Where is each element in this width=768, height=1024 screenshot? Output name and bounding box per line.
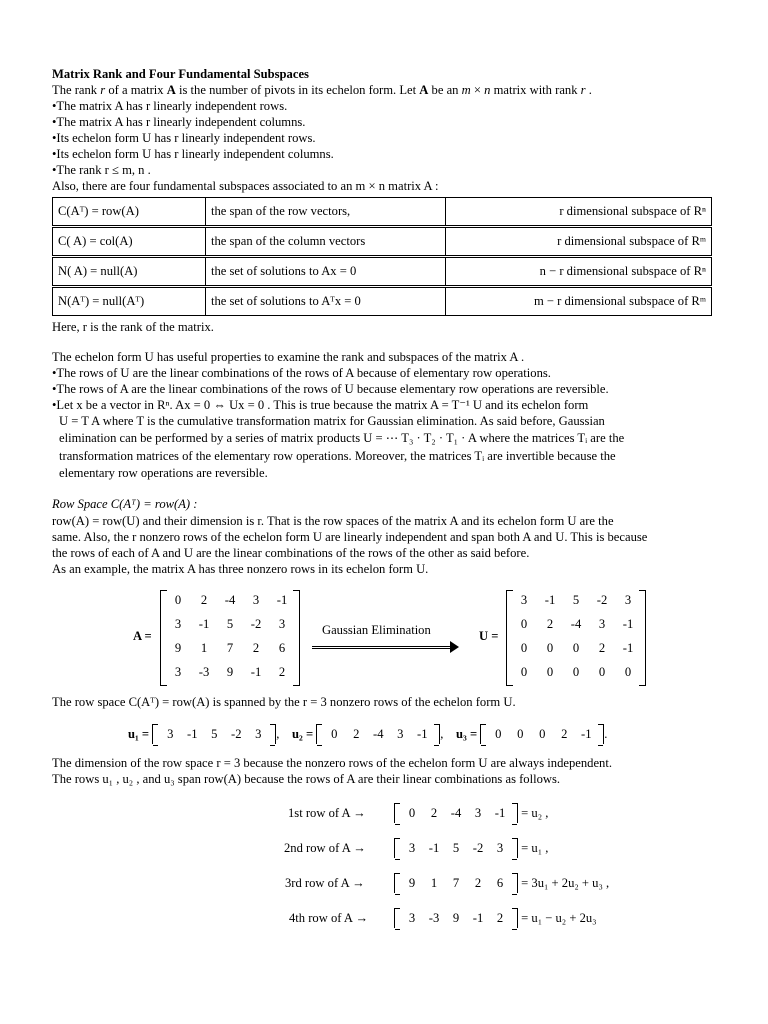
- combo-vector: [394, 908, 518, 928]
- matrix-cell: -1: [622, 617, 634, 631]
- row-space-heading: Row Space C(Aᵀ) = row(A) :: [52, 497, 198, 511]
- matrix-a: [160, 590, 300, 686]
- bullet-3: •Its echelon form U has r linearly independent rows.: [52, 131, 316, 145]
- combo-label: 3rd row of A →: [285, 876, 365, 890]
- subspace-name: C( A) = col(A): [53, 227, 206, 257]
- echelon-lead: The echelon form U has useful properties to examine the rank and subspaces of the matrix A .: [52, 350, 525, 364]
- matrix-cell: 9: [174, 641, 182, 655]
- matrix-cell: 3: [278, 617, 286, 631]
- vector-entry: 3: [397, 727, 404, 741]
- text: ,: [276, 727, 280, 741]
- combo-row-1: [288, 803, 548, 823]
- subspaces-table: [52, 197, 712, 316]
- matrix-cell: 0: [520, 617, 528, 631]
- page-title: Matrix Rank and Four Fundamental Subspaces: [52, 67, 309, 81]
- echelon-bullet-3-cont: U = T A where T is the cumulative transformation matrix for Gaussian elimination. As said before, Gaussian: [59, 414, 605, 428]
- echelon-bullet-3-cont: elimination can be performed by a series of matrix products U = ⋯ T₃ · T₂ · T₁ · A where the matrices Tᵢ are the: [59, 431, 625, 445]
- matrix-cell: 5: [572, 593, 580, 607]
- u-vectors: [128, 724, 607, 744]
- matrix-a-label: A =: [133, 629, 152, 643]
- combo-row-4: [289, 908, 597, 928]
- vector-entry: 3: [408, 841, 416, 855]
- vector-entry: -1: [417, 727, 428, 741]
- bullet-4: •Its echelon form U has r linearly independent columns.: [52, 147, 334, 161]
- vector-entry: 3: [255, 727, 262, 741]
- bullet-1: •The matrix A has r linearly independent rows.: [52, 99, 288, 113]
- table-row: [53, 227, 712, 257]
- matrix-cell: 1: [200, 641, 208, 655]
- matrix-cell: -1: [276, 593, 288, 607]
- subspaces-intro: Also, there are four fundamental subspaces associated to an m × n matrix A :: [52, 179, 439, 193]
- matrix-cell: -1: [250, 665, 262, 679]
- matrix-cell: -4: [570, 617, 582, 631]
- matrix-u: [506, 590, 646, 686]
- matrix-cell: 3: [624, 593, 632, 607]
- subspace-name: N(Aᵀ) = null(Aᵀ): [53, 287, 206, 316]
- matrix-cell: 3: [252, 593, 260, 607]
- combo-label: 1st row of A →: [288, 806, 366, 820]
- echelon-bullet-1: •The rows of U are the linear combinations of the rows of A because of elementary row operations.: [52, 366, 551, 380]
- vector-entry: 2: [561, 727, 568, 741]
- arrow-shaft: [312, 646, 452, 649]
- matrix-cell: 3: [520, 593, 528, 607]
- vector-entry: 0: [331, 727, 338, 741]
- bullet-2: •The matrix A has r linearly independent columns.: [52, 115, 306, 129]
- vector-entry: 2: [353, 727, 360, 741]
- dimension-line-2: The rows u₁ , u₂ , and u₃ span row(A) because the rows of A are their linear combinations as follows.: [52, 772, 561, 786]
- combo-row-3: [285, 873, 609, 893]
- vector-entry: -4: [450, 806, 462, 820]
- matrix-cell: 0: [572, 641, 580, 655]
- matrix-cell: 0: [598, 665, 606, 679]
- text: The rows of A are the linear combinations of the rows of U because elementary row operations are reversible.: [56, 382, 609, 396]
- matrix-cell: 5: [226, 617, 234, 631]
- vector-entry: 3: [167, 727, 174, 741]
- combo-rhs: = 3u₁ + 2u₂ + u₃ ,: [521, 876, 610, 890]
- row-space-para: row(A) = row(U) and their dimension is r. That is the row spaces of the matrix A and its echelon form U are the: [52, 514, 614, 528]
- text: The rows of U are the linear combinations of the rows of A because of elementary row operations.: [56, 366, 551, 380]
- matrix-cell: -1: [198, 617, 210, 631]
- rank-definition: The rank r of a matrix A is the number of pivots in its echelon form. Let A be an m × n matrix with rank r .: [52, 83, 592, 97]
- matrix-cell: 2: [200, 593, 208, 607]
- combo-label: 4th row of A →: [289, 911, 369, 925]
- subspace-desc: the span of the column vectors: [206, 227, 446, 257]
- combo-label: 2nd row of A →: [284, 841, 366, 855]
- matrix-cell: 0: [546, 665, 554, 679]
- echelon-bullet-3: •Let x be a vector in Rⁿ. Ax = 0 ⇔ Ux = 0 . This is true because the matrix A = T⁻¹ U and its echelon form: [52, 398, 589, 412]
- subspace-desc: the set of solutions to Aᵀx = 0: [206, 287, 446, 316]
- vector-entry: 0: [408, 806, 416, 820]
- gaussian-elimination-label: Gaussian Elimination: [322, 623, 431, 637]
- matrix-cell: 3: [598, 617, 606, 631]
- matrix-cell: 0: [174, 593, 182, 607]
- text: Its echelon form U has r linearly independent columns.: [56, 147, 334, 161]
- text: matrix with rank: [490, 83, 581, 97]
- vector-entry: 2: [430, 806, 438, 820]
- vector-entry: 0: [517, 727, 524, 741]
- matrix-cell: -2: [596, 593, 608, 607]
- vector-entry: 3: [496, 841, 504, 855]
- text: The matrix A has r linearly independent columns.: [56, 115, 306, 129]
- rank-note: Here, r is the rank of the matrix.: [52, 320, 214, 334]
- combo-rhs: = u₁ − u₂ + 2u₃: [521, 911, 597, 925]
- vector-entry: 6: [496, 876, 504, 890]
- text: Let x be a vector in Rⁿ. Ax = 0 ⇔ Ux = 0 . This is true because the matrix A = T⁻¹ U and its echelon form: [56, 398, 589, 412]
- vector-entry: 9: [452, 911, 460, 925]
- subspace-dim: m − r dimensional subspace of Rᵐ: [446, 287, 712, 316]
- vector-entry: -1: [472, 911, 484, 925]
- subspace-name: N( A) = null(A): [53, 257, 206, 287]
- subspace-desc: the set of solutions to Ax = 0: [206, 257, 446, 287]
- row-space-para: the rows of each of A and U are the linear combinations of the rows of the other as said before.: [52, 546, 530, 560]
- matrix-cell: -4: [224, 593, 236, 607]
- subspace-dim: n − r dimensional subspace of Rⁿ: [446, 257, 712, 287]
- combo-vector: [394, 838, 518, 858]
- text: The matrix A has r linearly independent rows.: [56, 99, 288, 113]
- dimension-line-1: The dimension of the row space r = 3 because the nonzero rows of the echelon form U are always independent.: [52, 756, 612, 770]
- subspace-desc: the span of the row vectors,: [206, 198, 446, 227]
- echelon-bullet-2: •The rows of A are the linear combinations of the rows of U because elementary row operations are reversible.: [52, 382, 609, 396]
- vector-entry: 0: [495, 727, 502, 741]
- combo-rhs: = u₁ ,: [521, 841, 549, 855]
- vector-entry: 5: [452, 841, 460, 855]
- vector-entry: 7: [452, 876, 460, 890]
- echelon-bullet-3-cont: transformation matrices of the elementary row operations. Moreover, the matrices Tᵢ are invertible because the: [59, 449, 616, 463]
- subspace-dim: r dimensional subspace of Rᵐ: [446, 227, 712, 257]
- text: of a matrix: [105, 83, 167, 97]
- vector-entry: -1: [581, 727, 592, 741]
- vector-entry: 2: [474, 876, 482, 890]
- matrix-cell: 0: [546, 641, 554, 655]
- matrix-cell: 2: [278, 665, 286, 679]
- vector-entry: -4: [373, 727, 384, 741]
- matrix-cell: -1: [622, 641, 634, 655]
- matrix-cell: -3: [198, 665, 210, 679]
- u2-vector: [316, 724, 440, 744]
- matrix-cell: 6: [278, 641, 286, 655]
- matrix-cell: 0: [624, 665, 632, 679]
- matrix-cell: 2: [546, 617, 554, 631]
- u2-label: u₂ =: [292, 727, 314, 741]
- text: The rank r ≤ m, n .: [56, 163, 151, 177]
- vector-entry: 9: [408, 876, 416, 890]
- combo-vector: [394, 873, 518, 893]
- text: be an: [428, 83, 462, 97]
- combo-rhs: = u₂ ,: [521, 806, 549, 820]
- subspace-name: C(Aᵀ) = row(A): [53, 198, 206, 227]
- vector-entry: -1: [187, 727, 198, 741]
- u1-vector: [152, 724, 276, 744]
- vector-entry: -1: [428, 841, 440, 855]
- matrix-cell: 3: [174, 617, 182, 631]
- matrix-cell: -2: [250, 617, 262, 631]
- combo-vector: [394, 803, 518, 823]
- vector-entry: -2: [231, 727, 242, 741]
- vector-entry: 3: [474, 806, 482, 820]
- table-row: [53, 257, 712, 287]
- arrow-head-icon: [450, 641, 459, 653]
- text: is the number of pivots in its echelon form. Let: [175, 83, 420, 97]
- text: The rank: [52, 83, 101, 97]
- row-space-spanned: The row space C(Aᵀ) = row(A) is spanned by the r = 3 nonzero rows of the echelon form U.: [52, 695, 516, 709]
- matrix-cell: 0: [520, 641, 528, 655]
- subspace-dim: r dimensional subspace of Rⁿ: [446, 198, 712, 227]
- u1-label: u₁ =: [128, 727, 150, 741]
- text: .: [604, 727, 608, 741]
- row-space-para: As an example, the matrix A has three nonzero rows in its echelon form U.: [52, 562, 429, 576]
- matrix-cell: 2: [252, 641, 260, 655]
- vector-entry: 5: [211, 727, 218, 741]
- u3-label: u₃ =: [456, 727, 478, 741]
- matrix-u-label: U =: [479, 629, 499, 643]
- matrix-cell: 0: [572, 665, 580, 679]
- vector-entry: -2: [472, 841, 484, 855]
- vector-entry: -3: [428, 911, 440, 925]
- text: ,: [440, 727, 444, 741]
- combo-row-2: [284, 838, 548, 858]
- vector-entry: -1: [494, 806, 506, 820]
- matrix-cell: 7: [226, 641, 234, 655]
- bullet-5: •The rank r ≤ m, n .: [52, 163, 151, 177]
- vector-entry: 1: [430, 876, 438, 890]
- matrix-cell: 2: [598, 641, 606, 655]
- text: Its echelon form U has r linearly independent rows.: [56, 131, 316, 145]
- vector-entry: 3: [408, 911, 416, 925]
- echelon-bullet-3-cont: elementary row operations are reversible.: [59, 466, 268, 480]
- vector-entry: 0: [539, 727, 546, 741]
- vector-entry: 2: [496, 911, 504, 925]
- matrix-cell: 0: [520, 665, 528, 679]
- matrix-cell: 9: [226, 665, 234, 679]
- matrix-cell: -1: [544, 593, 556, 607]
- u3-vector: [480, 724, 604, 744]
- table-row: [53, 198, 712, 227]
- table-row: [53, 287, 712, 316]
- document-page: [52, 66, 717, 577]
- matrix-cell: 3: [174, 665, 182, 679]
- row-space-para: same. Also, the r nonzero rows of the echelon form U are linearly independent and span both A and U. This is because: [52, 530, 648, 544]
